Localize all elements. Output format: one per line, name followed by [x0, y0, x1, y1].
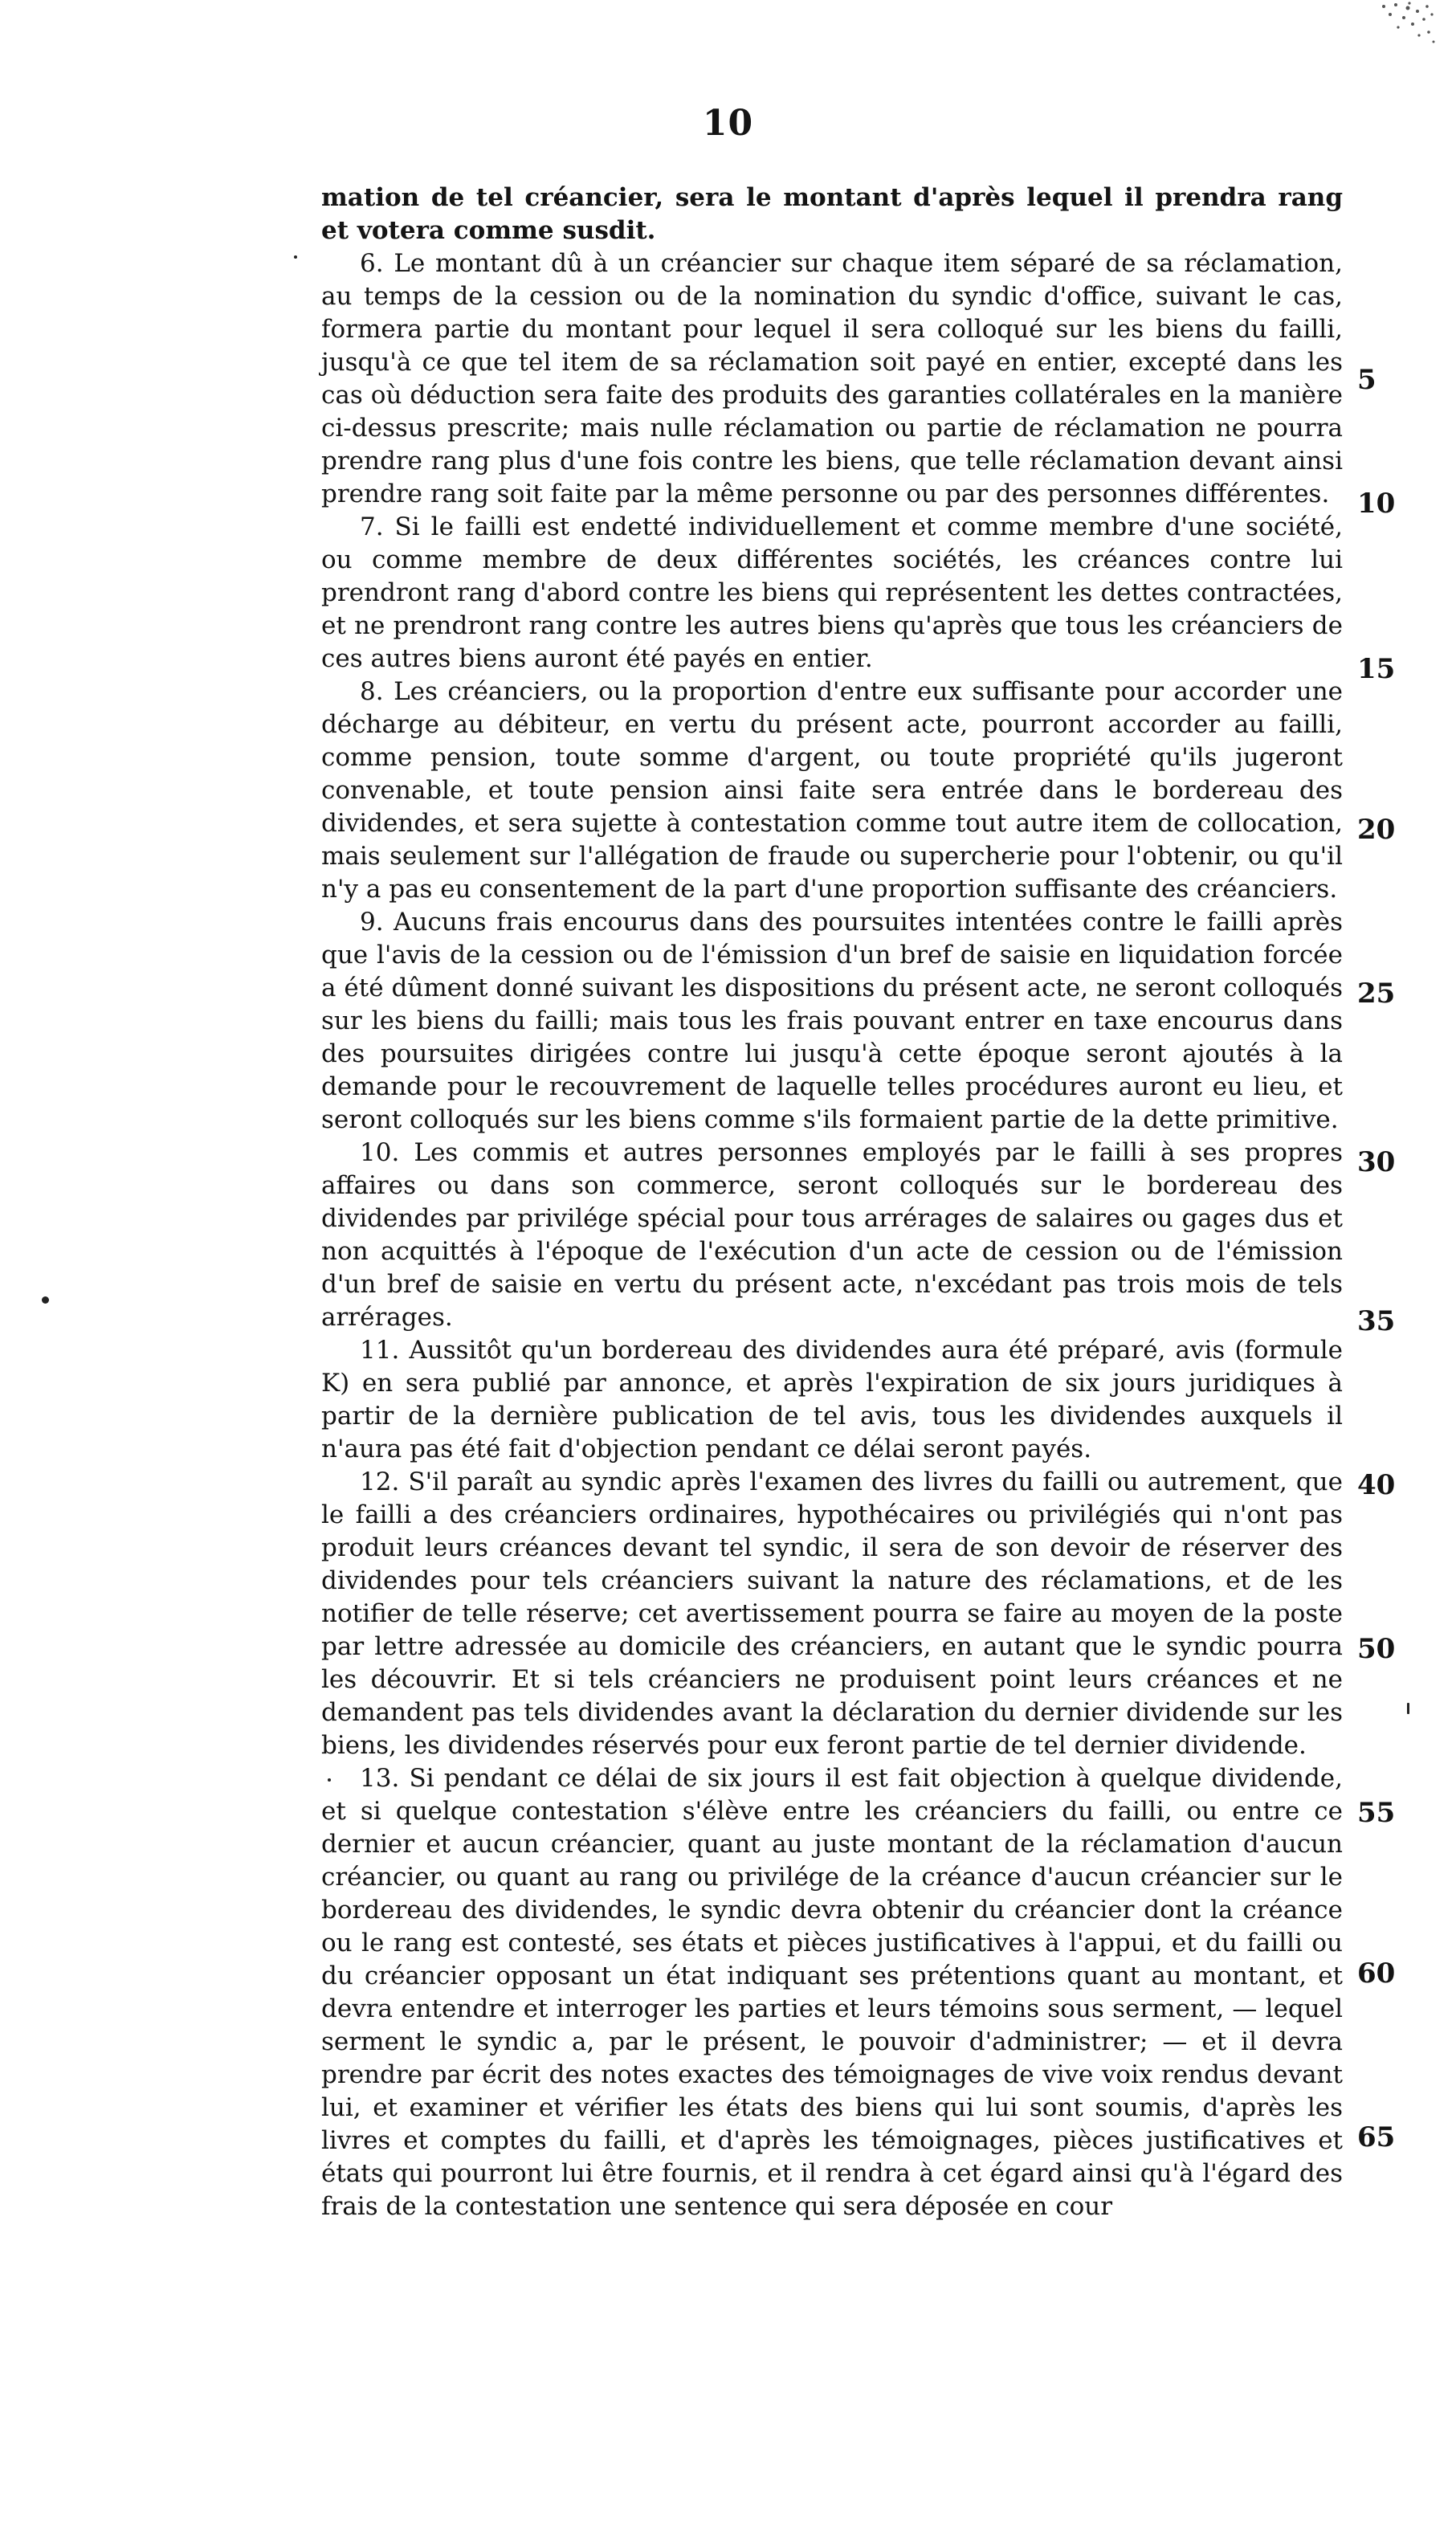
- body-text: [321, 182, 1343, 2223]
- ink-speck: [328, 1778, 331, 1782]
- page-number: 10: [702, 103, 754, 144]
- ink-speck: [294, 255, 297, 259]
- paragraph-article-7: 7. Si le failli est endetté individuellement et comme membre d'une société, ou comme membre de deux différentes sociétés, les créances contre lui prendront rang d'abord contre les biens qui représentent les dettes contractées, et ne prendront rang contre les autres biens qu'après que tous les créanciers de ces autres biens auront été payés en entier.: [321, 512, 1343, 673]
- paragraph-continuation: mation de tel créancier, sera le montant d'après lequel il prendra rang et votera comme susdit.: [321, 183, 1343, 245]
- line-number: 5: [1357, 364, 1376, 396]
- line-number: 20: [1357, 814, 1396, 846]
- paragraph-article-9: 9. Aucuns frais encourus dans des poursuites intentées contre le failli après que l'avis de la cession ou de l'émission d'un bref de saisie en liquidation forcée a été dûment donné suivant les dispositions du présent acte, ne seront colloqués sur les biens du failli; mais tous les frais pouvant entrer en taxe encourus dans des poursuites dirigées contre lui jusqu'à cette époque seront ajoutés à la demande pour le recouvrement de laquelle telles procédures auront eu lieu, et seront colloqués sur les biens comme s'ils formaient partie de la dette primitive.: [321, 908, 1343, 1134]
- line-number: 50: [1357, 1633, 1396, 1665]
- paragraph-article-11: 11. Aussitôt qu'un bordereau des dividendes aura été préparé, avis (formule K) en sera publié par annonce, et après l'expiration de six jours juridiques à partir de la dernière publication de tel avis, tous les dividendes auxquels il n'aura pas été fait d'objection pendant ce délai seront payés.: [321, 1336, 1343, 1463]
- paragraph-article-13: 13. Si pendant ce délai de six jours il est fait objection à quelque dividende, et si quelque contestation s'élève entre les créanciers du failli, ou entre ce dernier et aucun créancier, quant au juste montant de la réclamation d'aucun créancier, ou quant au rang ou privilége de la créance d'aucun créancier sur le bordereau des dividendes, le syndic devra obtenir du créancier dont la créance ou le rang est contesté, ses états et pièces justificatives à l'appui, et du failli ou du créancier opposant un état indiquant ses prétentions quant au montant, et devra entendre et interroger les parties et leurs témoins sous serment, — lequel serment le syndic a, par le présent, le pouvoir d'administrer; — et il devra prendre par écrit des notes exactes des témoignages de vive voix rendus devant lui, et examiner et vérifier les états des biens qui lui sont soumis, d'après les livres et comptes du failli, et d'après les témoignages, pièces justificatives et états qui pourront lui être fournis, et il rendra à cet égard ainsi qu'à l'égard des frais de la contestation une sentence qui sera déposée en cour: [321, 1764, 1343, 2221]
- line-number: 40: [1357, 1469, 1396, 1501]
- paragraph-article-10: 10. Les commis et autres personnes employés par le failli à ses propres affaires ou dans son commerce, seront colloqués sur le bordereau des dividendes par privilége spécial pour tous arrérages de salaires ou gages dus et non acquittés à l'époque de l'exécution d'un acte de cession ou de l'émission d'un bref de saisie en vertu du présent acte, n'excédant pas trois mois de tels arrérages.: [321, 1138, 1343, 1332]
- line-number: 65: [1357, 2121, 1396, 2153]
- line-number: 60: [1357, 1957, 1396, 1990]
- paragraph-article-8: 8. Les créanciers, ou la proportion d'entre eux suffisante pour accorder une décharge au débiteur, en vertu du présent acte, pourront accorder au failli, comme pension, toute somme d'argent, ou toute propriété qu'ils jugeront convenable, et toute pension ainsi faite sera entrée dans le bordereau des dividendes, et sera sujette à contestation comme tout autre item de collocation, mais seulement sur l'allégation de fraude ou supercherie pour l'obtenir, ou qu'il n'y a pas eu consentement de la part d'une proportion suffisante des créanciers.: [321, 677, 1343, 904]
- line-number: 25: [1357, 978, 1396, 1010]
- line-number: 30: [1357, 1146, 1396, 1178]
- line-number: 10: [1357, 488, 1396, 520]
- line-number: 55: [1357, 1797, 1396, 1829]
- line-number: 15: [1357, 653, 1396, 685]
- ink-speck: [42, 1296, 49, 1304]
- paragraph-article-6: 6. Le montant dû à un créancier sur chaque item séparé de sa réclamation, au temps de la cession ou de la nomination du syndic d'office, suivant le cas, formera partie du montant pour lequel il sera colloqué sur les biens du failli, jusqu'à ce que tel item de sa réclamation soit payé en entier, excepté dans les cas où déduction sera faite des produits des garanties collatérales en la manière ci-dessus prescrite; mais nulle réclamation ou partie de réclamation ne pourra prendre rang plus d'une fois contre les biens, que telle réclamation devant ainsi prendre rang soit faite par la même personne ou par des personnes différentes.: [321, 249, 1343, 508]
- line-number: 35: [1357, 1305, 1396, 1337]
- ink-speck: [1407, 1703, 1409, 1714]
- paragraph-article-12: 12. S'il paraît au syndic après l'examen des livres du failli ou autrement, que le failli a des créanciers ordinaires, hypothécaires ou privilégiés qui n'ont pas produit leurs créances devant tel syndic, il sera de son devoir de réserver des dividendes pour tels créanciers suivant la nature des réclamations, et de les notifier de telle réserve; cet avertissement pourra se faire au moyen de la poste par lettre adressée au domicile des créanciers, en autant que le syndic pourra les découvrir. Et si tels créanciers ne produisent point leurs créances et ne demandent pas tels dividendes avant la déclaration du dernier dividende sur les biens, les dividendes réservés pour eux feront partie de tel dernier dividende.: [321, 1467, 1343, 1760]
- corner-stamp-mark: [1360, 0, 1440, 80]
